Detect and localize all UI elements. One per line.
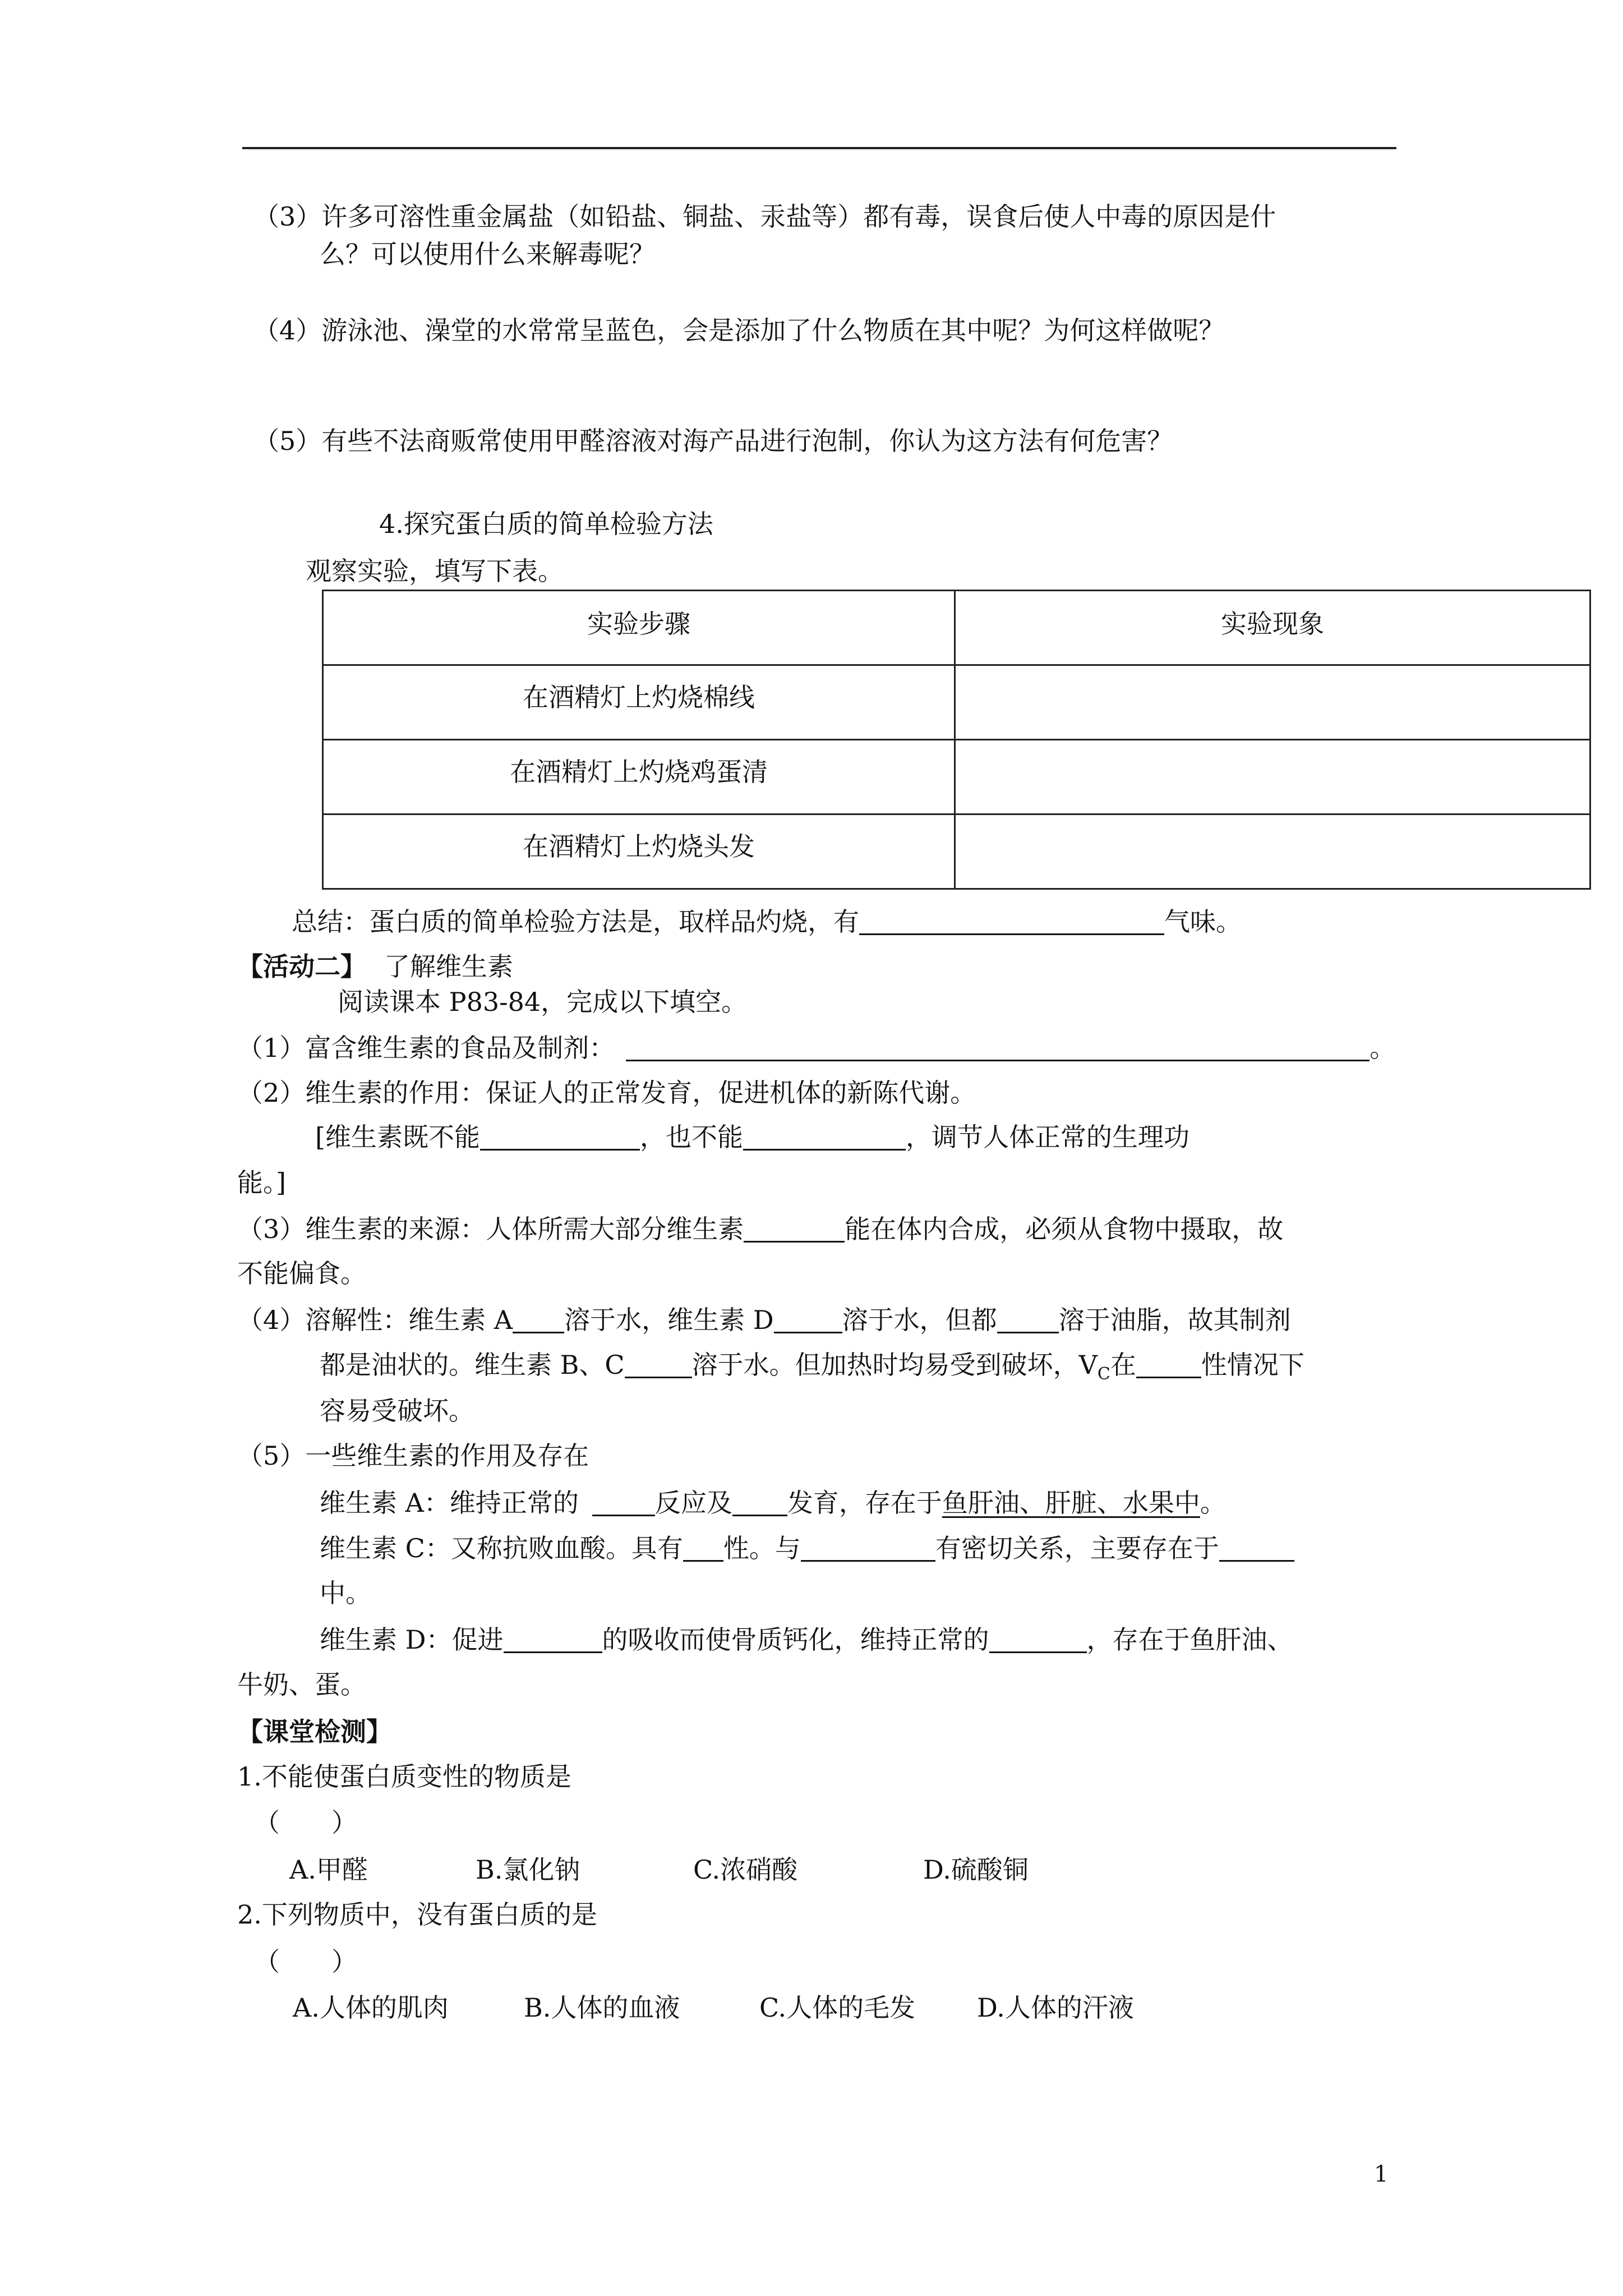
item-4-subscript: C [1097, 1364, 1110, 1384]
check-question-1: 1.不能使蛋白质变性的物质是 [237, 1761, 571, 1792]
question-4: （4）游泳池、澡堂的水常常呈蓝色，会是添加了什么物质在其中呢？为何这样做呢？ [253, 315, 1225, 346]
vitamin-d-end: 牛奶、蛋。 [237, 1669, 366, 1700]
check-question-2-paren: （ ） [254, 1947, 357, 1977]
section-4-instruction: 观察实验，填写下表。 [306, 556, 564, 586]
item-5: （5）一些维生素的作用及存在 [237, 1441, 589, 1471]
vitamin-c-end: 中。 [320, 1578, 371, 1608]
vitamin-c-text-c: 有密切关系，主要存在于 [935, 1533, 1219, 1563]
table-row [323, 740, 1590, 815]
item-4-text-d: 溶于油脂，故其制剂 [1058, 1305, 1291, 1335]
table-cell-step: 在酒精灯上灼烧棉线 [323, 665, 955, 740]
experiment-table [322, 590, 1591, 890]
table-cell-phenomenon[interactable] [955, 740, 1590, 815]
summary-text: 总结：蛋白质的简单检验方法是，取样品灼烧，有 [292, 907, 859, 937]
vitamin-c-blank-2[interactable] [801, 1535, 935, 1562]
vitamin-d-text-c: ，存在于鱼肝油、 [1086, 1625, 1293, 1655]
item-4-text-a: （4）溶解性：维生素 A [237, 1305, 513, 1335]
summary-line [292, 909, 1242, 935]
item-1-label: （1）富含维生素的食品及制剂： [237, 1033, 615, 1063]
table-row [323, 815, 1590, 889]
activity-2-bracket: 【活动二】 [237, 951, 366, 982]
q2-option-c[interactable]: C.人体的毛发 [759, 1993, 916, 2023]
item-4 [237, 1307, 1291, 1333]
item-4-blank-2[interactable] [774, 1307, 842, 1333]
vitamin-c-text-a: 维生素 C：又称抗败血酸。具有 [320, 1533, 683, 1563]
table-row [323, 665, 1590, 740]
table-header-phenomena: 实验现象 [955, 591, 1590, 665]
item-4-line2 [320, 1352, 1304, 1383]
item-1-blank[interactable] [626, 1035, 1370, 1061]
table-cell-step: 在酒精灯上灼烧鸡蛋清 [323, 740, 955, 815]
item-4-text-g: 在 [1110, 1350, 1136, 1380]
vitamin-a-text-c: 发育，存在于 [787, 1488, 942, 1518]
item-2-text-a: [维生素既不能 [315, 1122, 480, 1152]
item-4-line3: 容易受破坏。 [320, 1396, 474, 1426]
section-4-title: 4.探究蛋白质的简单检验方法 [379, 509, 713, 539]
check-heading: 【课堂检测】 [237, 1717, 392, 1747]
check-question-2: 2.下列物质中，没有蛋白质的是 [237, 1899, 597, 1930]
vitamin-c-line [320, 1535, 1294, 1562]
item-2-text-c: ，调节人体正常的生理功 [905, 1122, 1189, 1152]
table-cell-phenomenon[interactable] [955, 665, 1590, 740]
activity-2-title: 了解维生素 [384, 951, 514, 982]
question-5: （5）有些不法商贩常使用甲醛溶液对海产品进行泡制，你认为这方法有何危害？ [253, 426, 1173, 456]
item-4-text-c: 溶于水，但都 [842, 1305, 997, 1335]
item-2-blank-2[interactable] [743, 1124, 906, 1151]
item-3-text-b: 能在体内合成，必须从食物中摄取，故 [845, 1214, 1284, 1244]
page-number: 1 [1374, 2161, 1389, 2187]
vitamin-c-text-b: 性。与 [723, 1533, 801, 1563]
vitamin-a-blank-1[interactable] [592, 1490, 655, 1516]
vitamin-a-blank-2[interactable] [732, 1490, 787, 1516]
vitamin-a-text-b: 反应及 [654, 1488, 732, 1518]
vitamin-d-blank-1[interactable] [504, 1627, 602, 1653]
q1-option-d[interactable]: D.硫酸铜 [923, 1855, 1029, 1885]
item-2-detail-end: 能。] [237, 1167, 286, 1198]
item-4-blank-1[interactable] [513, 1307, 564, 1333]
item-4-text-h: 性情况下 [1201, 1350, 1304, 1380]
vitamin-d-text-b: 的吸收而使骨质钙化，维持正常的 [602, 1625, 989, 1655]
vitamin-a-text-e: 。 [1200, 1488, 1226, 1518]
item-3-blank[interactable] [744, 1216, 845, 1243]
item-1 [237, 1035, 1395, 1061]
item-4-blank-4[interactable] [625, 1352, 692, 1378]
item-3 [237, 1216, 1283, 1243]
table-cell-step: 在酒精灯上灼烧头发 [323, 815, 955, 889]
q2-option-b[interactable]: B.人体的血液 [524, 1993, 680, 2023]
activity-2-heading [237, 951, 514, 982]
reading-instruction: 阅读课本 P83-84，完成以下填空。 [338, 987, 748, 1017]
question-3-line1: （3）许多可溶性重金属盐（如铅盐、铜盐、汞盐等）都有毒，误食后使人中毒的原因是什 [253, 201, 1276, 232]
vitamin-a-sources: 鱼肝油、肝脏、水果中 [942, 1488, 1200, 1518]
q1-option-c[interactable]: C.浓硝酸 [693, 1855, 798, 1885]
item-2-detail [315, 1124, 1189, 1151]
header-rule [242, 147, 1396, 149]
item-4-text-b: 溶于水，维生素 D [564, 1305, 774, 1335]
summary-end: 气味。 [1164, 907, 1242, 937]
q1-option-b[interactable]: B.氯化钠 [476, 1855, 580, 1885]
item-3-text-a: （3）维生素的来源：人体所需大部分维生素 [237, 1214, 744, 1244]
item-4-blank-5[interactable] [1136, 1352, 1201, 1378]
check-question-1-paren: （ ） [254, 1807, 357, 1838]
item-3-end: 不能偏食。 [237, 1258, 366, 1289]
item-4-text-f: 溶于水。但加热时均易受到破坏，V [691, 1350, 1098, 1380]
item-4-text-e: 都是油状的。维生素 B、C [320, 1350, 625, 1380]
table-cell-phenomenon[interactable] [955, 815, 1590, 889]
vitamin-a-text-a: 维生素 A：维持正常的 [320, 1488, 579, 1518]
vitamin-d-text-a: 维生素 D：促进 [320, 1625, 504, 1655]
vitamin-c-blank-3[interactable] [1219, 1535, 1294, 1562]
table-header-row [323, 591, 1590, 665]
item-2-text-b: ，也不能 [639, 1122, 743, 1152]
vitamin-c-blank-1[interactable] [683, 1535, 723, 1562]
vitamin-d-line [320, 1627, 1293, 1653]
vitamin-d-blank-2[interactable] [989, 1627, 1087, 1653]
table-header-steps: 实验步骤 [323, 591, 955, 665]
item-2-blank-1[interactable] [480, 1124, 640, 1151]
item-4-blank-3[interactable] [997, 1307, 1059, 1333]
question-3-line2: 么？可以使用什么来解毒呢？ [320, 239, 655, 269]
q2-option-d[interactable]: D.人体的汗液 [977, 1993, 1134, 2023]
summary-blank[interactable] [859, 909, 1164, 935]
item-1-end: 。 [1370, 1033, 1396, 1063]
item-2: （2）维生素的作用：保证人的正常发育，促进机体的新陈代谢。 [237, 1078, 976, 1108]
q1-option-a[interactable]: A.甲醛 [289, 1855, 368, 1885]
q2-option-a[interactable]: A.人体的肌肉 [293, 1993, 449, 2023]
vitamin-a-line [320, 1490, 1226, 1516]
